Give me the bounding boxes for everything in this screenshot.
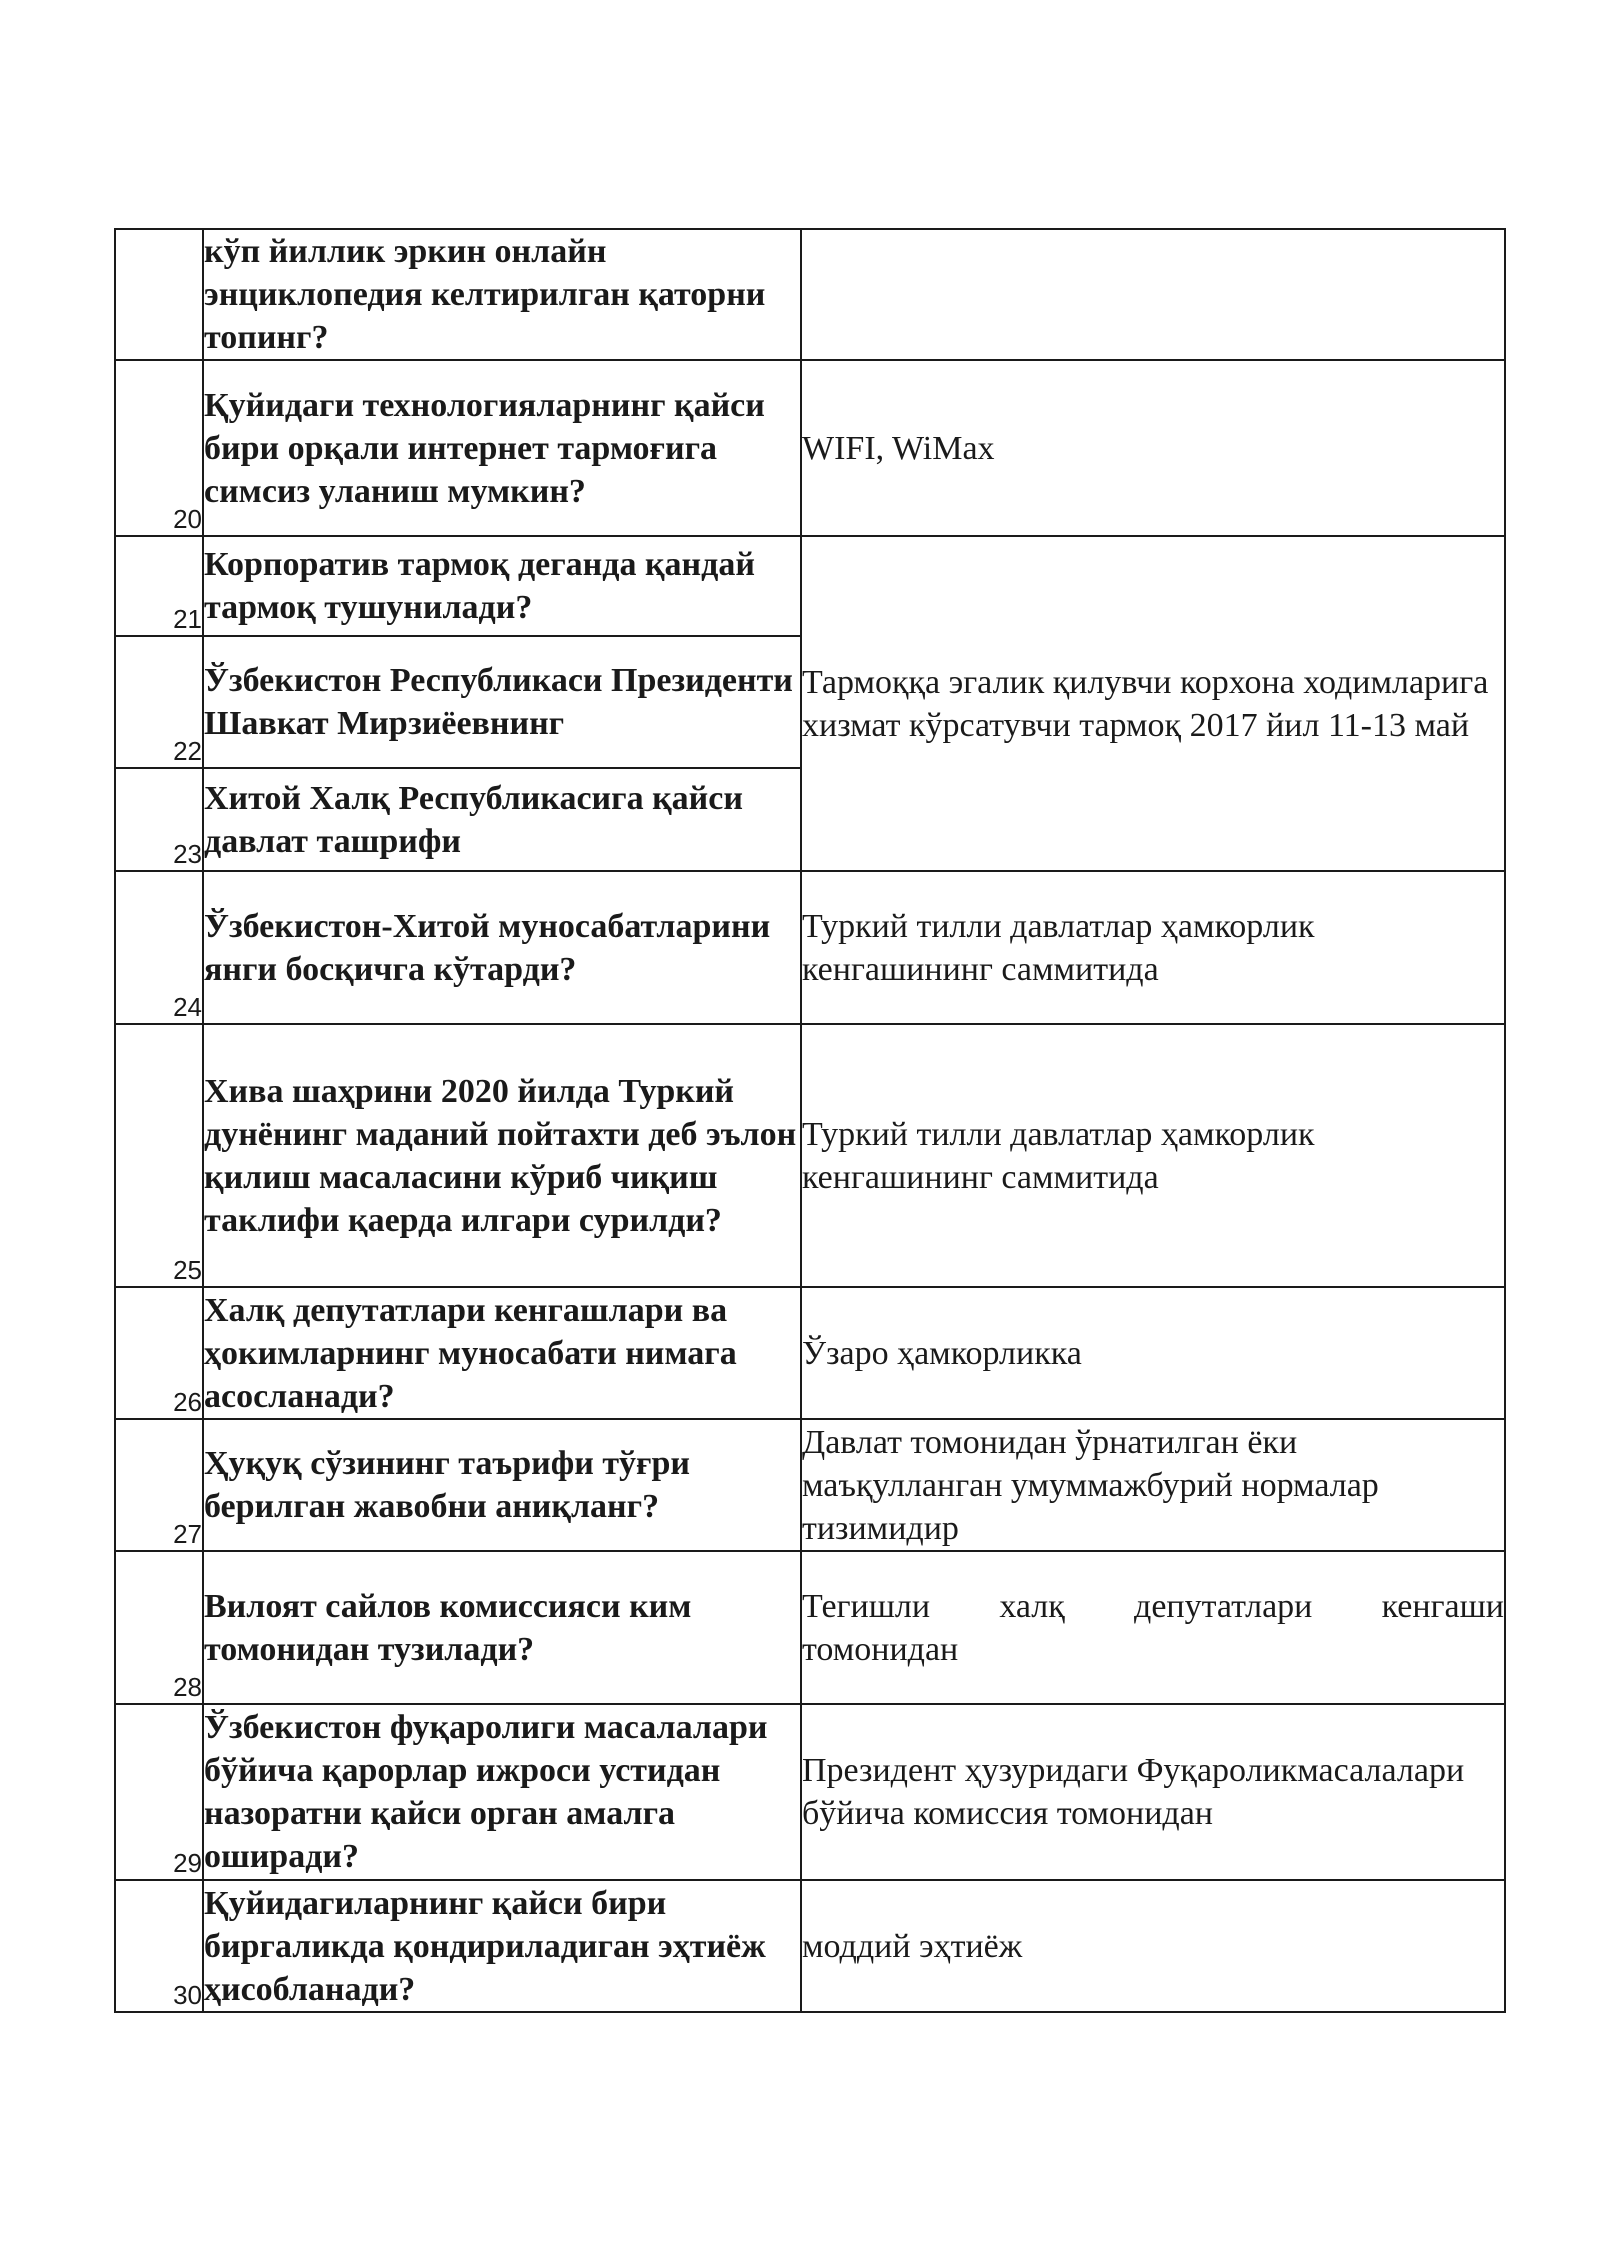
answer-cell: Президент ҳузуридаги Фуқароликмасалалари бўйича комиссия томонидан — [801, 1704, 1505, 1880]
answer-line: томонидан — [802, 1630, 959, 1668]
row-number: 27 — [115, 1419, 203, 1551]
row-number: 28 — [115, 1551, 203, 1704]
answer-cell — [801, 1551, 1505, 1704]
table-row — [115, 1704, 1505, 1880]
question-cell: Ўзбекистон фуқаролиги масалалари бўйича қарорлар ижроси устидан назоратни қайси орган амалга оширади? — [203, 1704, 801, 1880]
table-row — [115, 360, 1505, 536]
row-number: 22 — [115, 636, 203, 768]
table-row — [115, 229, 1505, 360]
answer-cell: Туркий тилли давлатлар ҳамкорлик кенгашининг саммитида — [801, 871, 1505, 1024]
question-cell: Корпоратив тармоқ деганда қандай тармоқ тушунилади? — [203, 536, 801, 636]
table-row — [115, 1419, 1505, 1551]
question-cell: Хива шаҳрини 2020 йилда Туркий дунёнинг маданий пойтахти деб эълон қилиш масаласини кўриб чиқиш таклифи қаерда илгари сурилди? — [203, 1024, 801, 1287]
table-row — [115, 1287, 1505, 1419]
answer-cell: Давлат томонидан ўрнатилган ёки маъқулланган умуммажбурий нормалар тизимидир — [801, 1419, 1505, 1551]
table-row — [115, 1880, 1505, 2012]
answer-cell: WIFI, WiMax — [801, 360, 1505, 536]
question-cell: Ўзбекистон-Хитой муносабатларини янги босқичга кўтарди? — [203, 871, 801, 1024]
question-cell: Ҳуқуқ сўзининг таърифи тўғри берилган жавобни аниқланг? — [203, 1419, 801, 1551]
answer-cell — [801, 229, 1505, 360]
question-cell: Вилоят сайлов комиссияси ким томонидан тузилади? — [203, 1551, 801, 1704]
table-row — [115, 1551, 1505, 1704]
answer-line: Тегишли халқ депутатлари кенгаши — [802, 1587, 1504, 1625]
row-number — [115, 229, 203, 360]
table-row — [115, 536, 1505, 636]
question-cell: Халқ депутатлари кенгашлари ва ҳокимларнинг муносабати нимага асосланади? — [203, 1287, 801, 1419]
row-number: 26 — [115, 1287, 203, 1419]
question-cell: кўп йиллик эркин онлайн энциклопедия келтирилган қаторни топинг? — [203, 229, 801, 360]
question-cell: Қуйидагиларнинг қайси бири биргаликда қондириладиган эҳтиёж ҳисобланади? — [203, 1880, 801, 2012]
answer-cell: Тармоққа эгалик қилувчи корхона ходимларига хизмат кўрсатувчи тармоқ 2017 йил 11-13 май — [801, 536, 1505, 871]
answer-cell: Туркий тилли давлатлар ҳамкорлик кенгашининг саммитида — [801, 1024, 1505, 1287]
row-number: 21 — [115, 536, 203, 636]
answer-cell: Ўзаро ҳамкорликка — [801, 1287, 1505, 1419]
row-number: 20 — [115, 360, 203, 536]
question-cell: Хитой Халқ Республикасига қайси давлат ташрифи — [203, 768, 801, 871]
questions-table — [114, 228, 1506, 2013]
table-row — [115, 1024, 1505, 1287]
row-number: 24 — [115, 871, 203, 1024]
row-number: 23 — [115, 768, 203, 871]
table-row — [115, 871, 1505, 1024]
row-number: 30 — [115, 1880, 203, 2012]
question-cell: Ўзбекистон Республикаси Президенти Шавкат Мирзиёевнинг — [203, 636, 801, 768]
row-number: 29 — [115, 1704, 203, 1880]
row-number: 25 — [115, 1024, 203, 1287]
answer-cell: моддий эҳтиёж — [801, 1880, 1505, 2012]
question-cell: Қуйидаги технологияларнинг қайси бири орқали интернет тармоғига симсиз уланиш мумкин? — [203, 360, 801, 536]
